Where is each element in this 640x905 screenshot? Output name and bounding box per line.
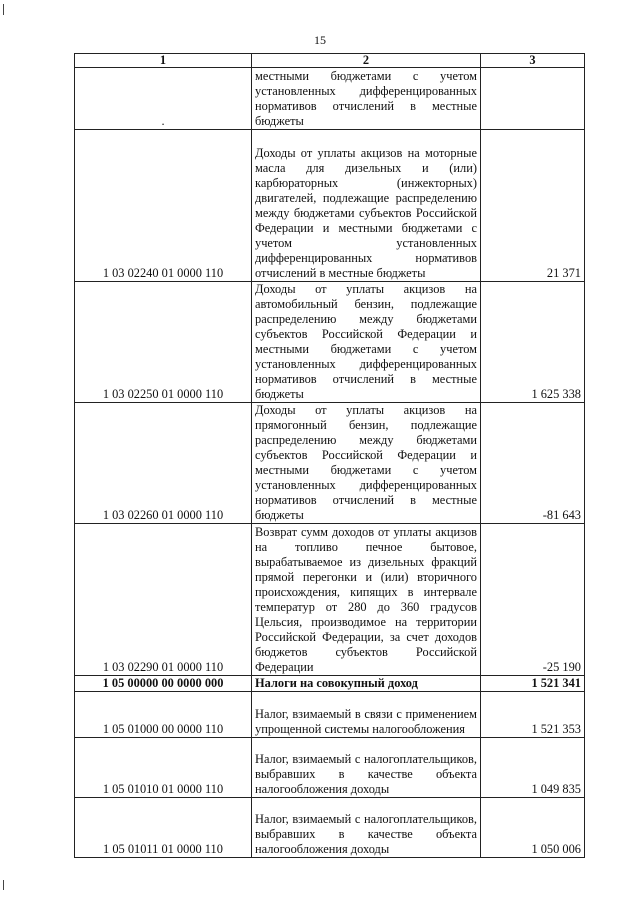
table-row <box>75 692 585 738</box>
row-description: Доходы от уплаты акцизов на прямогонный бензин, подлежащие распределению между бюджетами субъектов Российской Федерации и местными бюджетами с учетом установленных дифференцированных нормативов отчислений в местные бюджеты <box>252 403 481 524</box>
table-row <box>75 738 585 798</box>
row-description: Доходы от уплаты акцизов на моторные масла для дизельных и (или) карбюраторных (инжекторных) двигателей, подлежащие распределению между бюджетами субъектов Российской Федерации и местными бюджетами с учетом установленных дифференцированных нормативов отчислений в местные бюджеты <box>252 130 481 282</box>
row-amount: 1 521 341 <box>481 676 585 692</box>
row-amount: 1 049 835 <box>481 738 585 798</box>
budget-revenue-table <box>74 53 585 858</box>
row-amount: 1 625 338 <box>481 282 585 403</box>
row-description: Возврат сумм доходов от уплаты акцизов на топливо печное бытовое, вырабатываемое из дизельных фракций прямой перегонки и (или) вторичного происхождения, кипящих в интервале температур от 280 до 360 градусов Цельсия, производимое на территории Российской Федерации, за счет доходов бюджетов субъектов Российской Федерации <box>252 524 481 676</box>
row-code: 1 05 01011 01 0000 110 <box>75 798 252 858</box>
table-row <box>75 282 585 403</box>
row-description: местными бюджетами с учетом установленных дифференцированных нормативов отчислений в местные бюджеты <box>252 68 481 130</box>
column-header-description: 2 <box>252 54 481 68</box>
table-row <box>75 403 585 524</box>
row-code: 1 03 02290 01 0000 110 <box>75 524 252 676</box>
column-header-code: 1 <box>75 54 252 68</box>
row-code: 1 05 00000 00 0000 000 <box>75 676 252 692</box>
row-amount <box>481 68 585 130</box>
row-description: Налог, взимаемый с налогоплательщиков, выбравших в качестве объекта налогообложения доходы <box>252 738 481 798</box>
row-description: Налог, взимаемый с налогоплательщиков, выбравших в качестве объекта налогообложения доходы <box>252 798 481 858</box>
row-description: Доходы от уплаты акцизов на автомобильный бензин, подлежащие распределению между бюджетами субъектов Российской Федерации и местными бюджетами с учетом установленных дифференцированных нормативов отчислений в местные бюджеты <box>252 282 481 403</box>
column-header-amount: 3 <box>481 54 585 68</box>
table-row <box>75 524 585 676</box>
row-code: 1 03 02250 01 0000 110 <box>75 282 252 403</box>
scan-edge-mark-top <box>3 4 4 15</box>
row-description: Налог, взимаемый в связи с применением упрощенной системы налогообложения <box>252 692 481 738</box>
row-amount: -81 643 <box>481 403 585 524</box>
table-row <box>75 130 585 282</box>
row-code: 1 05 01010 01 0000 110 <box>75 738 252 798</box>
row-code: 1 03 02260 01 0000 110 <box>75 403 252 524</box>
table-row-section-total <box>75 676 585 692</box>
table-row <box>75 68 585 130</box>
table-header-row <box>75 54 585 68</box>
row-amount: -25 190 <box>481 524 585 676</box>
row-code: 1 03 02240 01 0000 110 <box>75 130 252 282</box>
row-description: Налоги на совокупный доход <box>252 676 481 692</box>
row-amount: 1 521 353 <box>481 692 585 738</box>
row-code: 1 05 01000 00 0000 110 <box>75 692 252 738</box>
page-number: 15 <box>314 33 326 47</box>
row-amount: 1 050 006 <box>481 798 585 858</box>
row-code: . <box>75 68 252 130</box>
row-amount: 21 371 <box>481 130 585 282</box>
table-row <box>75 798 585 858</box>
scan-edge-mark-bottom <box>3 880 4 890</box>
